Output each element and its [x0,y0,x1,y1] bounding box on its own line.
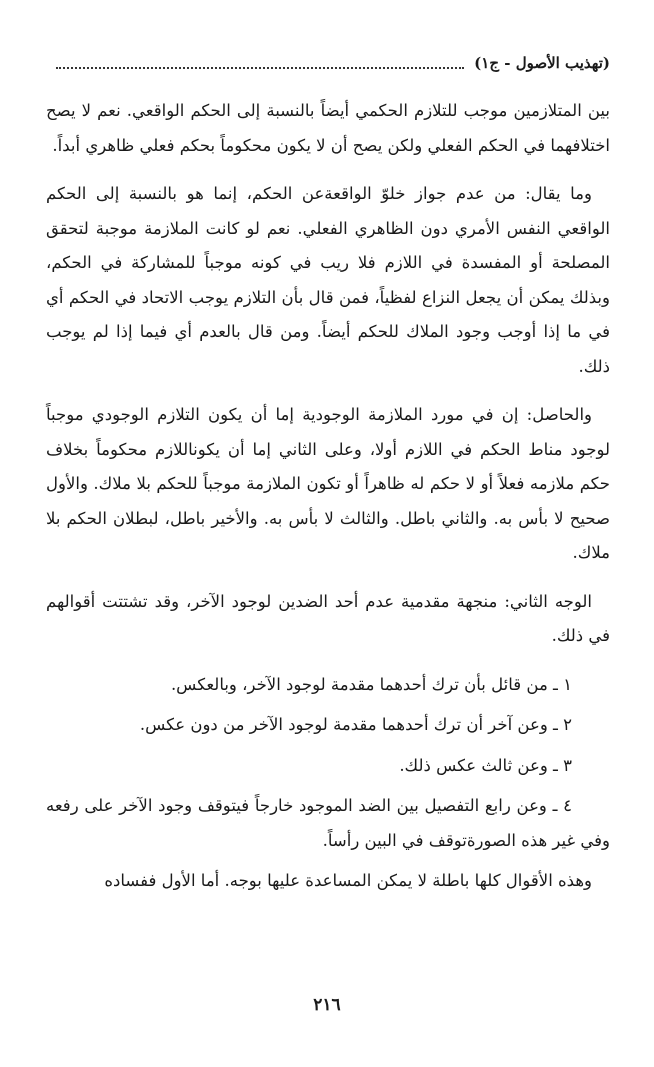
list-item-3: ٣ ـ وعن ثالث عكس ذلك. [399,755,572,775]
paragraph-2: وما يقال: من عدم جواز خلوّ الواقعةعن الحكم، إنما هو بالنسبة إلى الحكم الواقعي النفس الأمري دون الظاهري الفعلي. نعم لو كانت الملازمة موجبة لتحقق المصلحة أو المفسدة في اللازم فلا ريب في كونه موجباً للمشاركة في الحكم، وبذلك يمكن أن يجعل النزاع لفظياً، فمن قال بأن التلازم يوجب الاتحاد في الحكم أي في ما إذا أوجب وجود الملاك للحكم أيضاً. ومن قال بالعدم أي فيما إذا لم يوجب ذلك. [46,184,610,376]
page-number: ٢١٦ [313,995,341,1015]
paragraph-4: الوجه الثاني: منجهة مقدمية عدم أحد الضدين لوجود الآخر، وقد تشتتت أقوالهم في ذلك. [46,591,610,645]
running-header [46,52,610,74]
running-header-title: (تهذيب الأصول - ج١) [474,54,610,72]
list-item-4: ٤ ـ وعن رابع التفصيل بين الضد الموجود خارجاً فيتوقف وجود الآخر على رفعه وفي غير هذه الصورةتوقف في البين رأساً. [46,796,610,850]
closing-paragraph: وهذه الأقوال كلها باطلة لا يمكن المساعدة عليها بوجه. أما الأول ففساده [104,871,592,890]
header-dotted-leader [56,57,464,69]
paragraph-3: والحاصل: إن في مورد الملازمة الوجودية إما أن يكون التلازم الوجودي موجباً لوجود مناط الحكم في اللازم أولا، وعلى الثاني إما أن يكوناللازم محكوماً بخلاف حكم ملازمه فعلاً أو لا حكم له ظاهراً أو تكون الملازمة موجباً للحكم بلا ملاك. والأول صحيح لا بأس به. والثاني باطل. والثالث لا بأس به. والأخير باطل، لبطلان الحكم بلا ملاك. [46,405,610,562]
list-item-1: ١ ـ من قائل بأن ترك أحدهما مقدمة لوجود الآخر، وبالعكس. [170,674,572,694]
paragraph-1: بين المتلازمين موجب للتلازم الحكمي أيضاً بالنسبة إلى الحكم الواقعي. نعم لا يصح اختلافهما في الحكم الفعلي ولكن يصح أن لا يكون محكوماً بحكم فعلي ظاهري أبداً. [46,101,610,155]
list-item-2: ٢ ـ وعن آخر أن ترك أحدهما مقدمة لوجود الآخر من دون عكس. [139,715,572,734]
